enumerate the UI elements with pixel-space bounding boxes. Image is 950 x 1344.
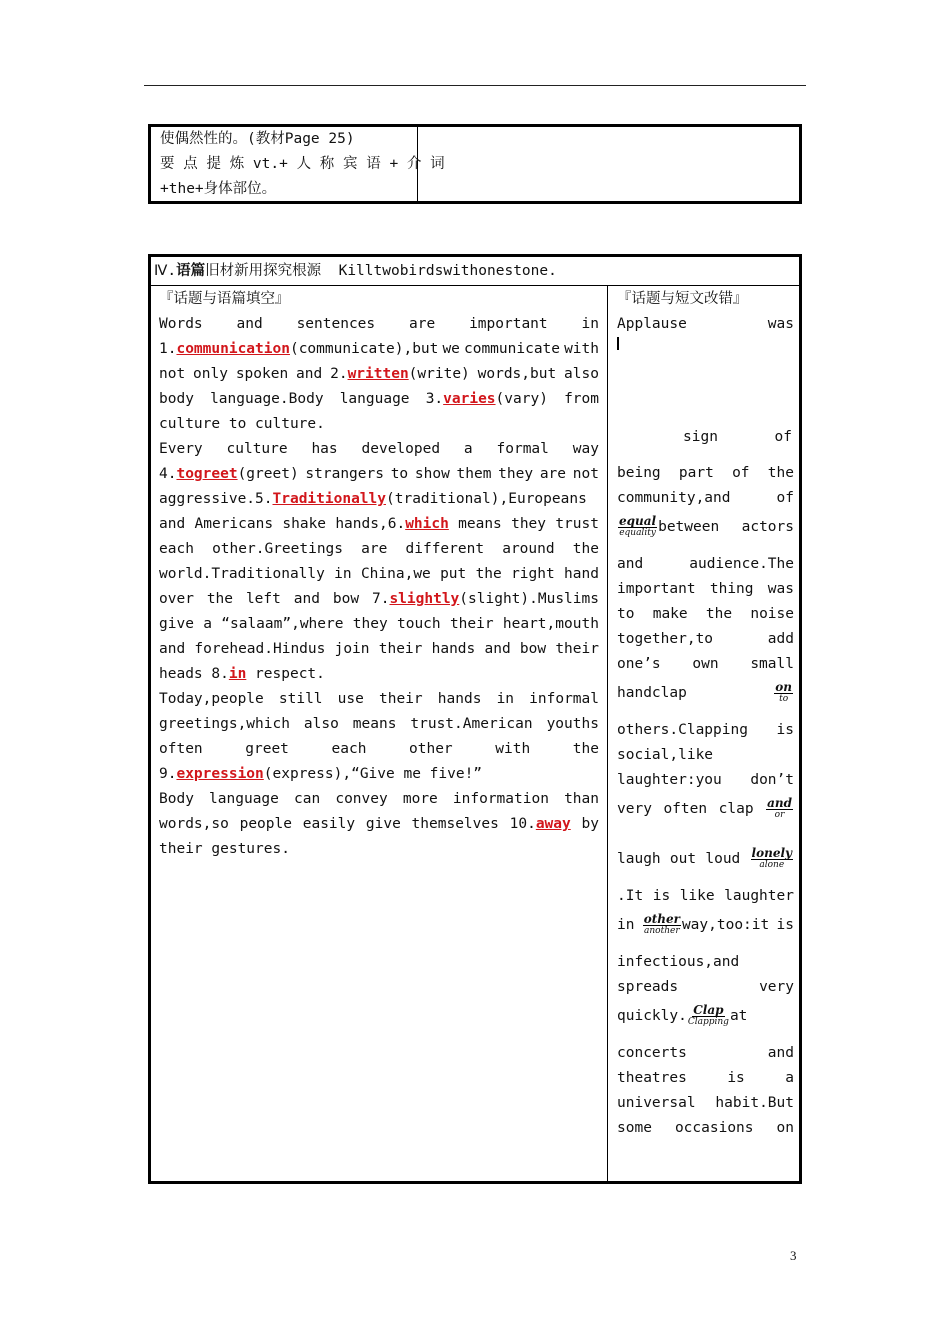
answer-1: communication bbox=[176, 341, 290, 357]
left-heading: 『话题与语篇填空』 bbox=[159, 291, 290, 307]
left-column: 『话题与语篇填空』 Words and sentences are important in 1.communication(communicate),but we communicate with not only spoken and 2.written(write) words,but also body language.Body language 3.varies(vary) from culture to culture. Every culture has developed a formal way 4.togreet(greet) strangers to show them they are not aggressive.5.Traditionally(traditional),Europeans and Americans shake hands,6.which means they trust each other.Greetings are different around the world.Traditionally in China,we put the right hand over the left and bow 7.slightly(slight).Muslims give a “salaam”,where they touch their heart,mouth and forehead.Hindus join their hands and bow their heads 8.in respect. Today,people still use their hands in informal greetings,which also means trust.American youths often greet each other with the 9.expression(express),“Give me five!” Body language can convey more information than words,so people easily give themselves 10.away by their gestures. bbox=[159, 287, 599, 862]
right-heading: 『话题与短文改错』 bbox=[617, 291, 748, 307]
top-table-left-cell bbox=[160, 127, 445, 202]
top-line-1: 使偶然性的。(教材Page 25) bbox=[160, 131, 355, 147]
right-column: 『话题与短文改错』 Applause was sign of being part of the community,and of $\frac{\text{equal}}{\text{equality}}$ between actors and audience.The important thing was to make the noise together,to add one’s own small handclap $\frac{on}{to}$ others.Clapping is social,like laughter:you don’t very often clap $\frac{\text{and}}{or}$ laugh out loud $\frac{\text{lonely}}{\text{alone}}$ .It is like laughter in $\frac{\text{other}}{\text{another}}$ way,too:it is infectious,and spreads very quickly. $\frac{\text{Clap}}{\text{Clapping}}$ at concerts and theatres is a universal habit.But some occasions on bbox=[617, 287, 794, 1141]
top-table-right-cell bbox=[421, 127, 801, 201]
answer-3: varies bbox=[443, 391, 496, 407]
top-table bbox=[148, 124, 802, 204]
answer-5: Traditionally bbox=[272, 491, 386, 507]
section-roman: Ⅳ. bbox=[154, 263, 177, 279]
correction-5: $\frac{\text{other}}{\text{another}}$ bbox=[643, 911, 680, 936]
correction-2: $\frac{on}{to}$ bbox=[775, 680, 792, 704]
main-table bbox=[148, 254, 802, 1184]
text-cursor bbox=[617, 337, 619, 350]
top-line-2: 要 点 提 炼 vt.+ 人 称 宾 语 + 介 词 bbox=[160, 156, 445, 172]
answer-10: away bbox=[535, 816, 571, 832]
answer-4: togreet bbox=[176, 466, 238, 482]
answer-2: written bbox=[347, 366, 409, 382]
section-phrase: Killtwobirdswithonestone. bbox=[338, 263, 557, 279]
top-line-3: +the+身体部位。 bbox=[160, 181, 277, 197]
correction-3: $\frac{\text{and}}{or}$ bbox=[767, 796, 792, 820]
correction-1: $\frac{\text{equal}}{\text{equality}}$ bbox=[619, 513, 657, 538]
header-rule bbox=[144, 85, 806, 86]
section-label-bold: 语篇 bbox=[176, 263, 206, 279]
answer-7: slightly bbox=[389, 591, 460, 607]
correction-6: $\frac{\text{Clap}}{\text{Clapping}}$ bbox=[687, 1002, 729, 1027]
section-title bbox=[154, 259, 557, 284]
answer-9: expression bbox=[176, 766, 264, 782]
correction-4: $\frac{\text{lonely}}{\text{alone}}$ bbox=[751, 846, 792, 870]
answer-8: in bbox=[228, 666, 247, 682]
page-number: 3 bbox=[790, 1248, 797, 1263]
section-label: 旧材新用探究根源 bbox=[205, 263, 322, 279]
answer-6: which bbox=[405, 516, 449, 532]
